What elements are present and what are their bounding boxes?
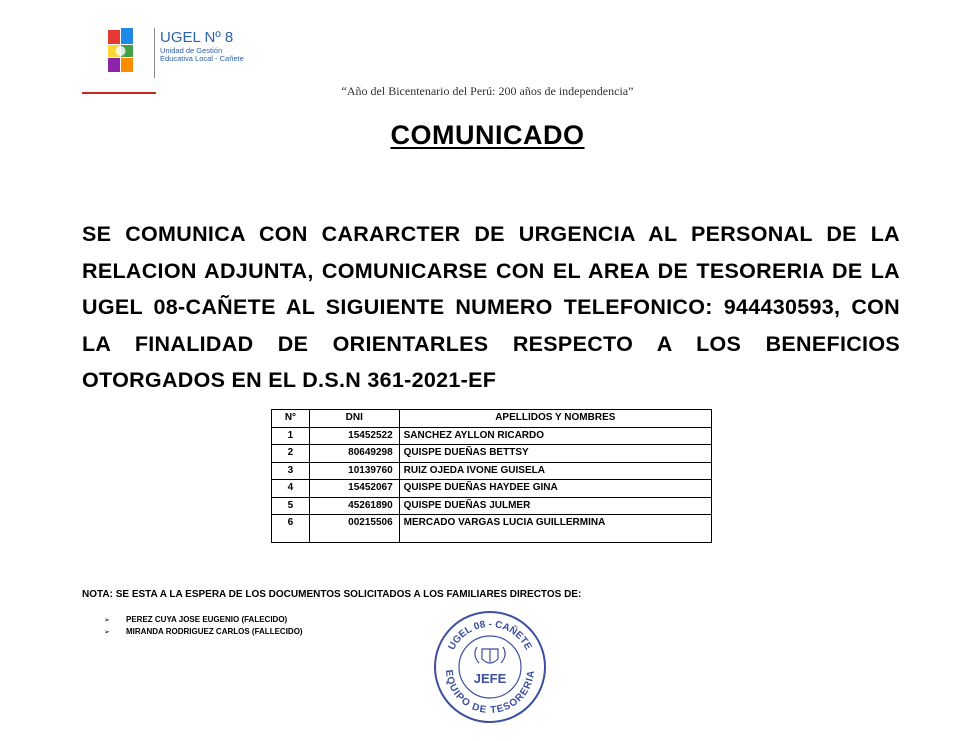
- header-name: APELLIDOS Y NOMBRES: [399, 410, 711, 428]
- row-name: QUISPE DUEÑAS HAYDEE GINA: [399, 480, 711, 498]
- row-dni: 10139760: [309, 462, 399, 480]
- header-number: N°: [272, 410, 310, 428]
- note-text: NOTA: SE ESTA A LA ESPERA DE LOS DOCUMENTOS SOLICITADOS A LOS FAMILIARES DIRECTOS DE:: [82, 589, 582, 600]
- list-item: [104, 626, 303, 638]
- row-name: QUISPE DUEÑAS BETTSY: [399, 445, 711, 463]
- arrow-bullet-icon: ➢: [104, 629, 110, 636]
- list-item: [104, 614, 303, 626]
- row-number: 4: [272, 480, 310, 498]
- table-row: [272, 515, 712, 543]
- table-header-row: [272, 410, 712, 428]
- row-number: 2: [272, 445, 310, 463]
- header-dni: DNI: [309, 410, 399, 428]
- ugel-logo-icon: [108, 28, 134, 74]
- page-title: COMUNICADO: [390, 120, 585, 150]
- row-name: MERCADO VARGAS LUCIA GUILLERMINA: [399, 515, 711, 543]
- logo-subtitle-2: Educativa Local - Cañete: [160, 53, 244, 63]
- row-number: 1: [272, 427, 310, 445]
- row-dni: 45261890: [309, 497, 399, 515]
- announcement-body: SE COMUNICA CON CARARCTER DE URGENCIA AL PERSONAL DE LA RELACION ADJUNTA, COMUNICARSE CON EL AREA DE TESORERIA DE LA UGEL 08-CAÑETE AL SIGUIENTE NUMERO TELEFONICO: 944430593, CON LA FINALIDAD DE ORIENTARLES RESPECTO A LOS BENEFICIOS OTORGADOS EN EL D.S.N 361-2021-EF: [82, 222, 900, 392]
- row-name: SANCHEZ AYLLON RICARDO: [399, 427, 711, 445]
- row-dni: 15452067: [309, 480, 399, 498]
- stamp-bottom-text: EQUIPO DE TESORERIA: [442, 669, 538, 717]
- logo-text: [160, 30, 244, 63]
- logo-divider: [154, 28, 155, 78]
- row-number: 6: [272, 515, 310, 543]
- row-dni: 15452522: [309, 427, 399, 445]
- row-dni: 80649298: [309, 445, 399, 463]
- row-name: QUISPE DUEÑAS JULMER: [399, 497, 711, 515]
- stamp-top-text: UGEL 08 - CAÑETE: [446, 618, 534, 652]
- coat-of-arms-icon: [475, 647, 505, 663]
- list-item-text: MIRANDA RODRIGUEZ CARLOS (FALLECIDO): [126, 627, 303, 636]
- row-number: 5: [272, 497, 310, 515]
- logo-name: UGEL Nº 8: [160, 29, 234, 46]
- staff-table: [271, 409, 712, 543]
- table-row: [272, 462, 712, 480]
- table-row: [272, 497, 712, 515]
- table-row: [272, 445, 712, 463]
- row-number: 3: [272, 462, 310, 480]
- table-row: [272, 427, 712, 445]
- logo-subtitle-1: Unidad de Gestión: [160, 45, 223, 55]
- treasury-stamp: [432, 609, 548, 725]
- stamp-center-text: JEFE: [473, 671, 507, 686]
- row-name: RUIZ OJEDA IVONE GUISELA: [399, 462, 711, 480]
- row-dni: 00215506: [309, 515, 399, 543]
- year-motto: “Año del Bicentenario del Perú: 200 años de independencia”: [341, 84, 634, 98]
- list-item-text: PEREZ CUYA JOSE EUGENIO (FALECIDO): [126, 615, 288, 624]
- arrow-bullet-icon: ➢: [104, 617, 110, 624]
- note-list: [104, 614, 303, 638]
- table-row: [272, 480, 712, 498]
